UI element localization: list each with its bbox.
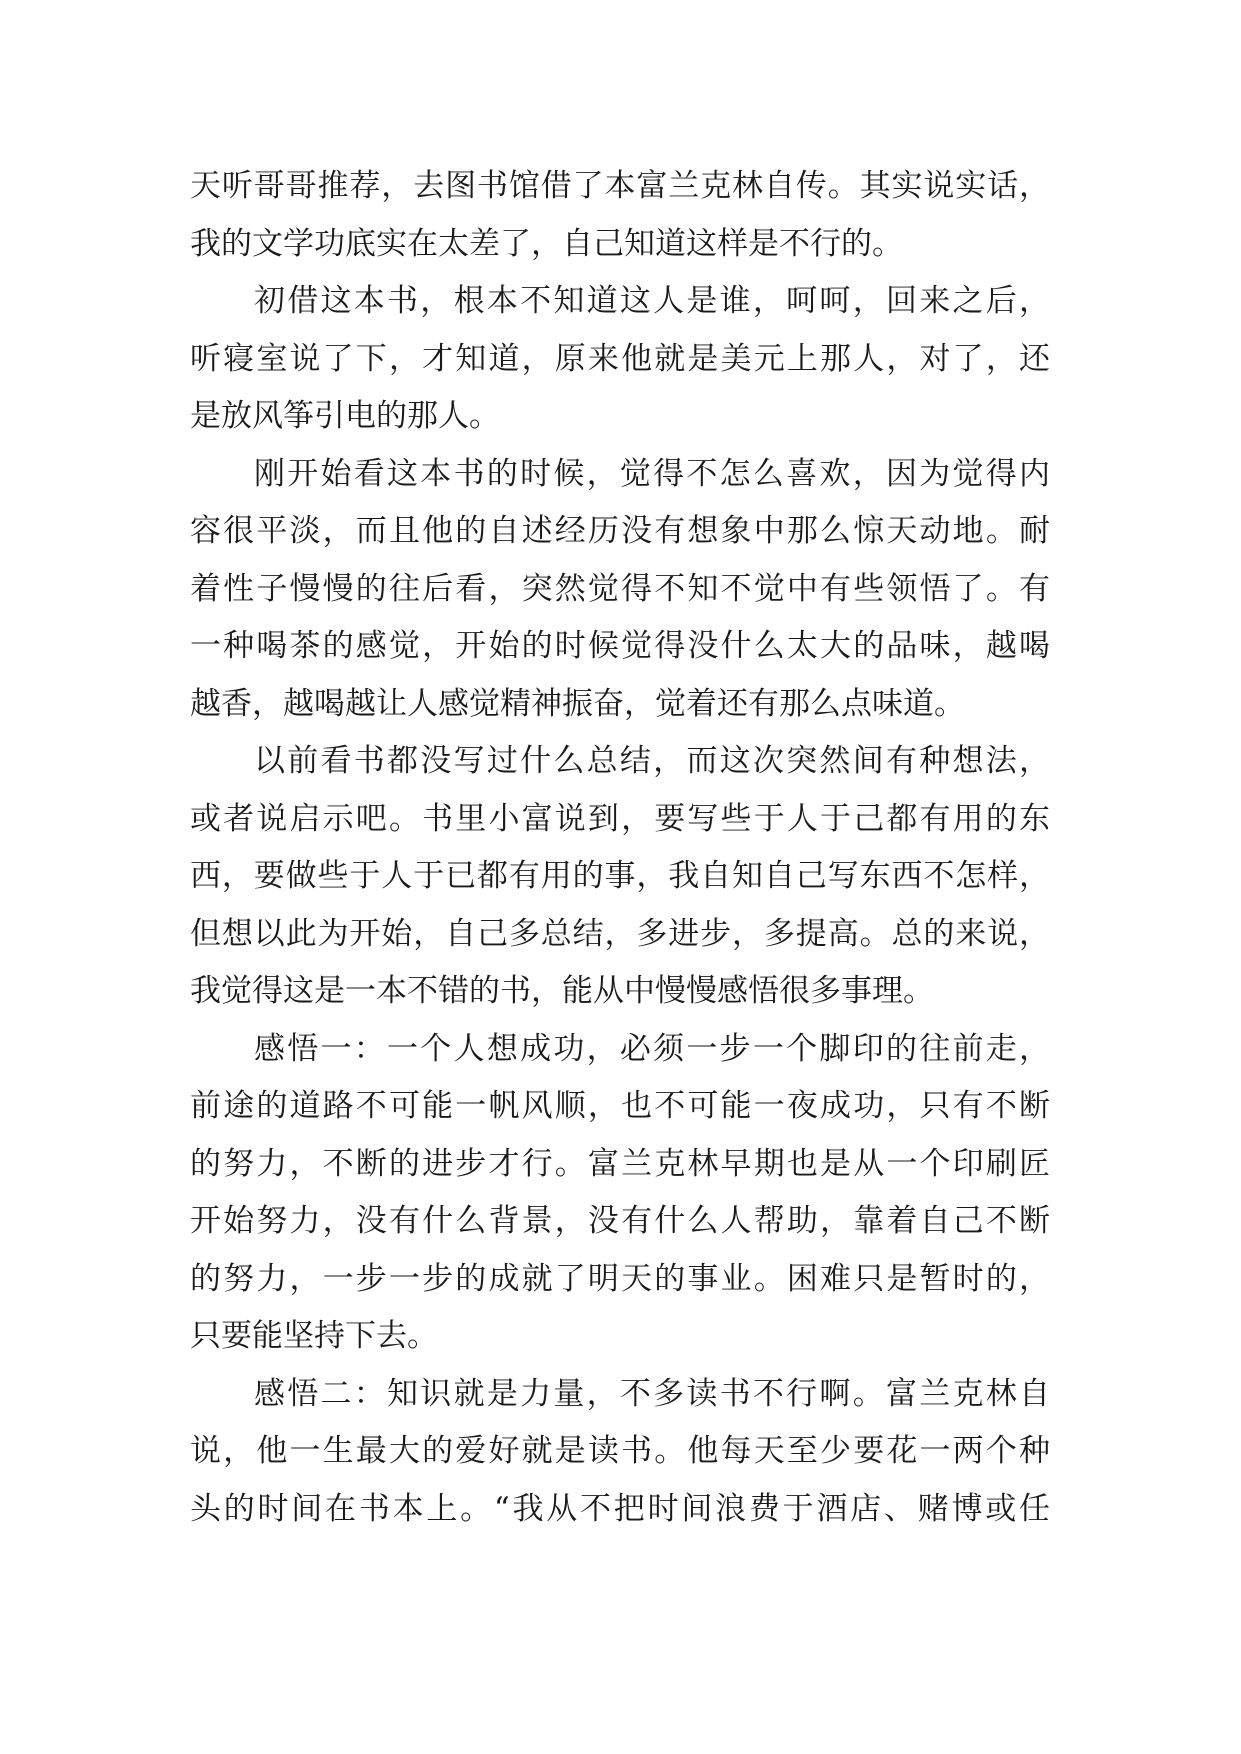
text-line: 着性子慢慢的往后看，突然觉得不知不觉中有些领悟了。有 <box>190 570 1050 607</box>
text-line: 说，他一生最大的爱好就是读书。他每天至少要花一两个种 <box>190 1433 1050 1469</box>
text-line: 越香，越喝越让人感觉精神振奋，觉着还有那么点味道。 <box>190 685 965 722</box>
text-line: 以前看书都没写过什么总结，而这次突然间有种想法， <box>254 743 1050 779</box>
text-line: 的努力，一步一步的成就了明天的事业。困难只是暂时的， <box>190 1260 1050 1297</box>
text-line: 刚开始看这本书的时候，觉得不怎么喜欢，因为觉得内 <box>254 455 1050 492</box>
text-line: 或者说启示吧。书里小富说到，要写些于人于己都有用的东 <box>190 800 1050 837</box>
text-line: 我的文学功底实在太差了，自己知道这样是不行的。 <box>190 225 903 262</box>
text-line: 是放风筝引电的那人。 <box>190 398 500 434</box>
text-line: 只要能坚持下去。 <box>190 1318 438 1354</box>
document-body <box>190 158 1050 1538</box>
text-line: 但想以此为开始，自己多总结，多进步，多提高。总的来说， <box>190 915 1050 952</box>
text-line: 初借这本书，根本不知道这人是谁，呵呵，回来之后， <box>254 283 1050 319</box>
text-line: 前途的道路不可能一帆风顺，也不可能一夜成功，只有不断 <box>190 1088 1050 1124</box>
text-line: 容很平淡，而且他的自述经历没有想象中那么惊天动地。耐 <box>190 513 1050 549</box>
text-line: 听寝室说了下，才知道，原来他就是美元上那人，对了，还 <box>190 340 1050 377</box>
text-line: 的努力，不断的进步才行。富兰克林早期也是从一个印刷匠 <box>190 1145 1050 1182</box>
text-line: 我觉得这是一本不错的书，能从中慢慢感悟很多事理。 <box>190 973 934 1009</box>
text-line: 天听哥哥推荐，去图书馆借了本富兰克林自传。其实说实话， <box>190 168 1050 204</box>
text-line: 一种喝茶的感觉，开始的时候觉得没什么太大的品味，越喝 <box>190 628 1050 664</box>
text-line: 感悟二：知识就是力量，不多读书不行啊。富兰克林自 <box>254 1375 1050 1412</box>
text-line: 开始努力，没有什么背景，没有什么人帮助，靠着自己不断 <box>190 1203 1050 1239</box>
text-line: 感悟一：一个人想成功，必须一步一个脚印的往前走， <box>254 1030 1050 1067</box>
text-line: 西，要做些于人于已都有用的事，我自知自己写东西不怎样， <box>190 858 1050 894</box>
text-line: 头的时间在书本上。“我从不把时间浪费于酒店、赌博或任 <box>190 1490 1050 1527</box>
